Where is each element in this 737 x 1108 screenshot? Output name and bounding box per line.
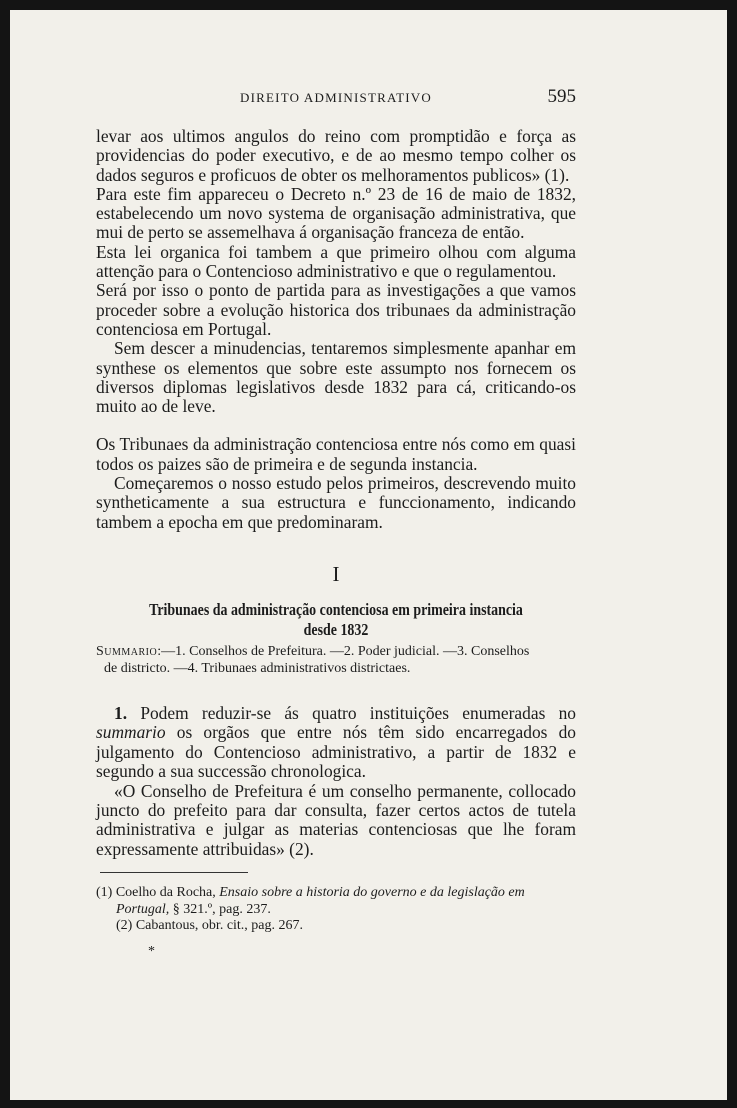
section-title: Tribunaes da administração contenciosa em primeira instancia desde 1832 <box>149 600 523 639</box>
footnote-1-a: (1) Coelho da Rocha, <box>96 885 220 900</box>
paragraph-one-text-a: Podem reduzir-se ás quatro instituições enumeradas no <box>127 703 576 723</box>
paragraph-organic-law: Esta lei organica foi tambem a que primeiro olhou com alguma attenção para o Contencioso administrativo e que o regulamentou. <box>96 241 576 282</box>
footnote-1-b: § 321.º, pag. 237. <box>169 901 271 917</box>
footnote-rule <box>100 872 248 873</box>
footnotes <box>96 885 576 935</box>
paragraph-synthesis: Sem descer a minudencias, tentaremos simplesmente apanhar em synthese os elementos que sobre este assumpto nos fornecem os diversos diplomas legislativos desde 1832 para cá, criticando-os muito ao de leve. <box>96 338 576 417</box>
paragraph-starting-point: Será por isso o ponto de partida para as investigações a que vamos proceder sobre a evolução historica dos tribunaes da administração contenciosa em Portugal. <box>96 280 576 339</box>
paragraph-instances: Os Tribunaes da administração contenciosa entre nós como em quasi todos os paizes são de primeira e de segunda instancia. <box>96 434 576 474</box>
footnote-1-title: Ensaio sobre a historia do governo e da legislação em Portugal, <box>116 885 525 917</box>
paragraph-study: Começaremos o nosso estudo pelos primeiros, descrevendo muito syntheticamente a sua estructura e funccionamento, indicando tambem a epocha em que predominaram. <box>96 473 576 532</box>
paragraph-number: 1. <box>114 703 128 723</box>
paragraph-continued: levar aos ultimos angulos do reino com promptidão e força as providencias do poder executivo, e de ao mesmo tempo colher os dados seguros e proficuos de obter os melhoramentos publicos» (1). <box>96 126 576 185</box>
summary-line-1: :—1. Conselhos de Prefeitura. —2. Poder judicial. —3. Conselhos <box>157 644 530 659</box>
paragraph-one <box>96 704 576 782</box>
signature-mark: * <box>148 944 155 959</box>
section-numeral: I <box>332 562 340 586</box>
running-title: DIREITO ADMINISTRATIVO <box>240 90 432 105</box>
body-text <box>96 127 576 532</box>
section-body <box>96 704 576 859</box>
paragraph-one-text-b: os orgãos que entre nós têm sido encarregados do julgamento do Contencioso administrativo, a partir de 1832 e segundo a sua successão chronologica. <box>96 722 576 782</box>
page-number: 595 <box>547 86 576 107</box>
page-header <box>96 86 576 110</box>
summario-italic: summario <box>96 722 166 743</box>
summary-label: Summario <box>96 644 158 659</box>
summary-block <box>96 643 576 677</box>
footnote-1 <box>96 885 576 918</box>
footnote-2: (2) Cabantous, obr. cit., pag. 267. <box>116 918 304 933</box>
paragraph-quote: «O Conselho de Prefeitura é um conselho permanente, collocado juncto do prefeito para dar consulta, fazer certos actos de tutela administrativa e julgar as materias contenciosas que lhe foram expressamente attribuidas» (2). <box>96 780 576 859</box>
summary-line-2: de districto. —4. Tribunaes administrativos districtaes. <box>104 661 411 676</box>
paragraph-decree: Para este fim appareceu o Decreto n.º 23 de 16 de maio de 1832, estabelecendo um novo systema de organisação administrativa, que mui de perto se assemelhava á organisação franceza de então. <box>96 183 576 243</box>
